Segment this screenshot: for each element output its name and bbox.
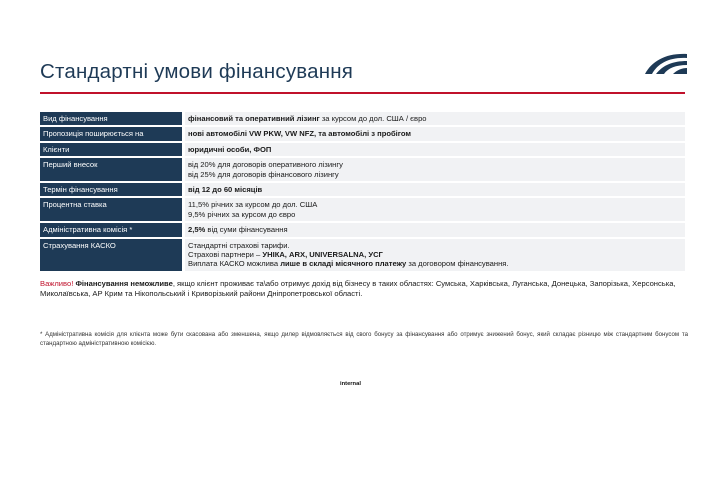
terms-value-segment: Виплата КАСКО можлива: [188, 259, 281, 269]
terms-row-value: [182, 158, 685, 181]
terms-row: [40, 198, 685, 221]
road-logo-icon: [644, 50, 688, 76]
terms-row-label: Пропозиція поширюється на: [40, 127, 182, 140]
important-note-text: , якщо клієнт проживає та\або отримує дохід від бізнесу в таких областях: Сумська, Харківська, Луганська, Донецька, Запорізька, Херсонська, Миколаївська, АР Крим та Нікопольський і Криворізький райони Дніпропетровської області.: [40, 279, 676, 299]
terms-value-line: [188, 210, 682, 219]
terms-row-value: [182, 198, 685, 221]
terms-row-label: Вид фінансування: [40, 112, 182, 125]
terms-value-segment: лише в складі місячного платежу: [280, 259, 407, 269]
important-note-emphasis: Фінансування неможливе: [73, 279, 173, 288]
terms-row-value: [182, 127, 685, 140]
terms-value-segment: нові автомобілі VW PKW, VW NFZ, та автомобілі з пробігом: [188, 129, 412, 139]
terms-value-line: [188, 145, 682, 154]
terms-value-line: [188, 241, 682, 250]
terms-value-segment: 9,5% річних за курсом до євро: [188, 209, 296, 219]
terms-value-segment: УНІКА, ARX, UNIVERSALNA, УСГ: [262, 250, 383, 260]
terms-row-label: Клієнти: [40, 143, 182, 156]
page-title: Стандартні умови фінансування: [40, 60, 354, 83]
terms-value-line: [188, 225, 682, 234]
terms-row-value: [182, 143, 685, 156]
terms-table-body: [40, 112, 685, 271]
title-divider: [40, 92, 685, 94]
terms-row-label: Страхування КАСКО: [40, 239, 182, 271]
classification-label: internal: [340, 381, 361, 387]
terms-row: [40, 239, 685, 271]
terms-value-segment: 2,5%: [188, 225, 206, 235]
terms-value-segment: від суми фінансування: [205, 225, 288, 235]
terms-value-segment: фінансовий та оперативний лізинг: [188, 114, 320, 123]
terms-value-segment: від 12 до 60 місяців: [188, 185, 263, 195]
terms-value-segment: за договором фінансування.: [406, 259, 509, 269]
terms-value-line: [188, 250, 682, 259]
terms-value-line: [188, 185, 682, 194]
terms-row: [40, 143, 685, 156]
important-note-prefix: Важливо!: [40, 279, 74, 288]
terms-row-label: Адміністративна комісія *: [40, 223, 182, 236]
terms-row-label: Процентна ставка: [40, 198, 182, 221]
terms-row-value: [182, 112, 685, 125]
terms-row-label: Перший внесок: [40, 158, 182, 181]
terms-value-segment: юридичні особи, ФОП: [188, 144, 272, 154]
terms-row-label: Термін фінансування: [40, 183, 182, 196]
terms-value-segment: від 20% для договорів оперативного лізингу: [188, 160, 343, 170]
terms-row-value: [182, 223, 685, 236]
terms-value-line: [188, 129, 682, 138]
terms-value-segment: Страхові партнери –: [188, 250, 263, 260]
terms-value-line: [188, 200, 682, 209]
terms-value-line: [188, 160, 682, 169]
terms-value-segment: Стандартні страхові тарифи.: [188, 240, 290, 250]
terms-row: [40, 127, 685, 140]
terms-value-line: [188, 170, 682, 179]
terms-value-segment: від 25% для договорів фінансового лізингу: [188, 169, 339, 179]
terms-value-line: [188, 114, 682, 123]
important-note: [40, 279, 690, 300]
commission-footnote: * Адміністративна комісія для клієнта може бути скасована або зменшена, якщо дилер відмовляється від свого бонусу за фінансування або отримує знижений бонус, який складає різницю між стандартним бонусом та стандартною адміністративною комісією.: [40, 331, 688, 348]
terms-value-line: [188, 259, 682, 268]
terms-value-segment: 11,5% річних за курсом до дол. США: [188, 200, 318, 210]
terms-row: [40, 112, 685, 125]
terms-row: [40, 158, 685, 181]
terms-row: [40, 223, 685, 236]
terms-row-value: [182, 239, 685, 271]
terms-row: [40, 183, 685, 196]
terms-row-value: [182, 183, 685, 196]
terms-table: [40, 110, 685, 273]
terms-value-segment: за курсом до дол. США / євро: [319, 114, 427, 123]
